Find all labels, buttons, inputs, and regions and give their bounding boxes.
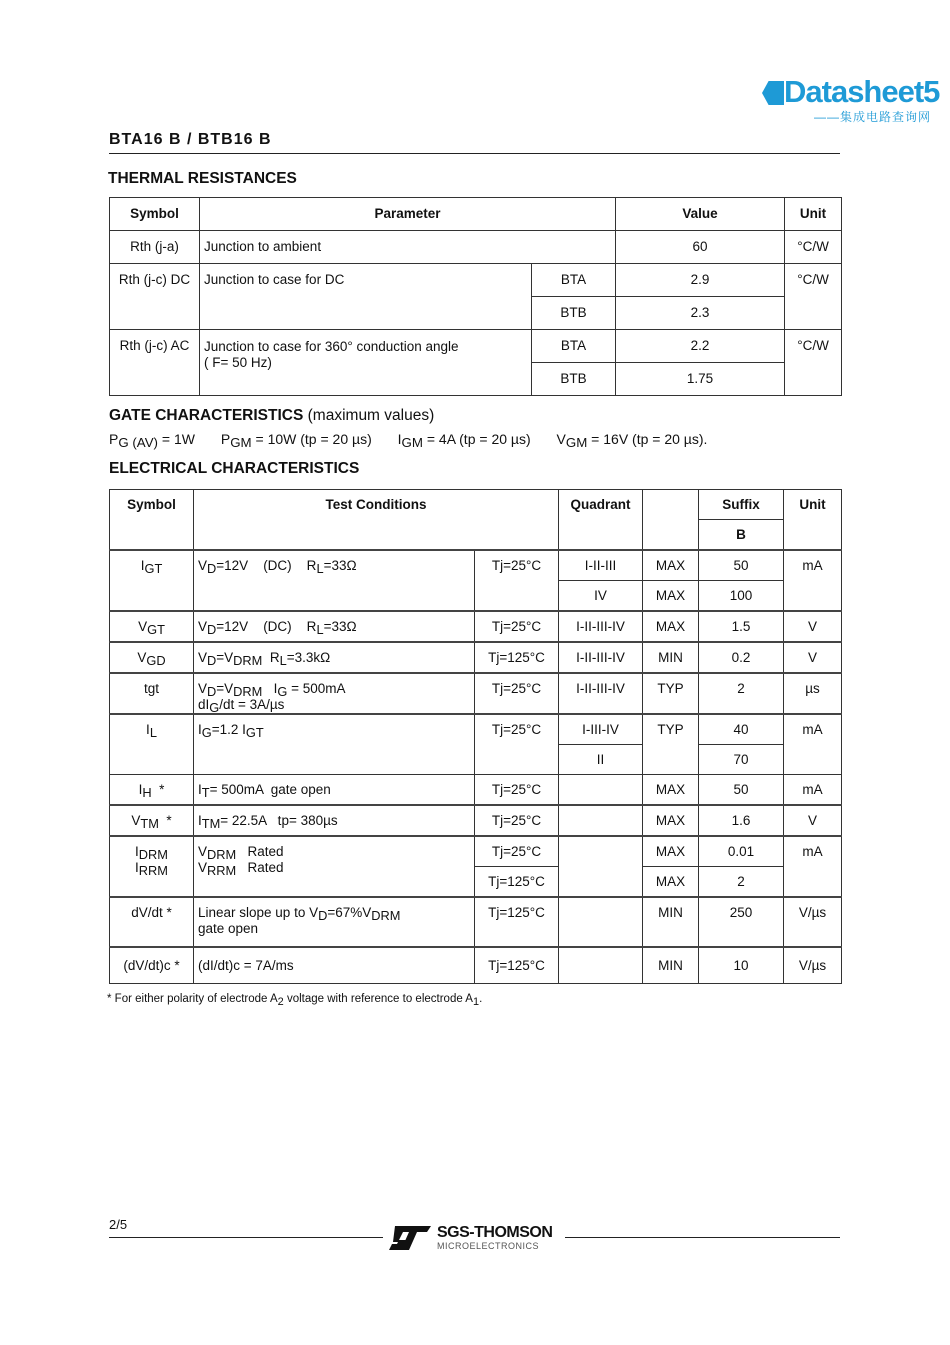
subscript: DRM [371, 908, 401, 923]
cell-unit: °C/W [785, 330, 842, 396]
electrical-table [109, 489, 842, 984]
table-row-vgd [110, 642, 842, 673]
subscript: D [207, 561, 217, 576]
cell-limit: MAX [643, 550, 699, 581]
cell-limit: MAX [643, 836, 699, 867]
text-segment: Rated [236, 844, 284, 859]
text-segment: =33Ω [323, 619, 357, 634]
text-segment: =1.2 I [211, 722, 246, 737]
th-suffix: Suffix [699, 490, 784, 520]
cell-value: 0.01 [699, 836, 784, 867]
cell-value: 250 [699, 897, 784, 947]
text-segment: tgt [143, 681, 159, 696]
text-segment: P [220, 431, 231, 447]
cell-condition [194, 836, 475, 897]
cell-tj: Tj=125°C [475, 867, 559, 898]
document-title: BTA16 B / BTB16 B [109, 131, 272, 148]
cell-condition [194, 550, 475, 611]
cell-unit: V/µs [784, 897, 842, 947]
logo-icon [762, 81, 784, 105]
cell-limit: MAX [643, 805, 699, 836]
subscript: D [207, 653, 217, 668]
cell-limit: MAX [643, 867, 699, 898]
cell-limit: MAX [643, 611, 699, 642]
th-value: Value [616, 198, 785, 231]
cell-limit: MAX [643, 775, 699, 806]
text-segment: = 16V (tp = 20 µs). [587, 431, 708, 447]
cell-quadrant [559, 897, 643, 947]
cell-quadrant: I-II-III-IV [559, 673, 643, 714]
cell-value: 2 [699, 867, 784, 898]
cell-type: BTB [532, 297, 616, 330]
subscript: GD [146, 653, 166, 668]
symbol-line [114, 844, 189, 860]
cell-value: 2.2 [616, 330, 785, 363]
table-row [110, 231, 842, 264]
text-segment: V [198, 860, 208, 875]
cell-symbol [110, 805, 194, 836]
text-segment: V [198, 844, 208, 859]
subscript: GT [144, 561, 163, 576]
cell-type: BTA [532, 330, 616, 363]
subscript: L [279, 653, 287, 668]
cell-tj: Tj=25°C [475, 805, 559, 836]
th-parameter: Parameter [200, 198, 616, 231]
cell-unit: V [784, 611, 842, 642]
cell-parameter: Junction to case for DC [200, 264, 532, 330]
cell-unit: °C/W [785, 264, 842, 330]
gate-igm [397, 431, 531, 450]
cell-value: 100 [699, 581, 784, 612]
text-segment: I [135, 844, 139, 859]
cell-symbol: (dV/dt)c * [110, 947, 194, 984]
gate-pgm [220, 431, 372, 450]
page-number: 2/5 [109, 1217, 128, 1232]
text-segment: * [151, 782, 165, 797]
cell-value: 0.2 [699, 642, 784, 673]
text-segment: =33Ω [323, 558, 357, 573]
cell-value: 2.3 [616, 297, 785, 330]
cell-value: 1.6 [699, 805, 784, 836]
footer-rule-left [109, 1237, 383, 1238]
condition-line [198, 860, 470, 876]
cell-limit: MIN [643, 642, 699, 673]
cell-parameter [200, 330, 532, 396]
text-segment: I [146, 722, 150, 737]
text-segment: * For either polarity of electrode A [107, 993, 278, 1005]
cell-quadrant: I-III-IV [559, 714, 643, 745]
cell-value: 60 [616, 231, 785, 264]
text-segment: I [397, 431, 402, 447]
text-segment: V [556, 431, 566, 447]
text-segment: I [198, 813, 202, 828]
gate-values [109, 431, 729, 450]
text-segment: * [158, 813, 172, 828]
text-segment: =12V (DC) R [216, 619, 317, 634]
th-conditions: Test Conditions [194, 490, 559, 551]
gate-vgm [556, 431, 708, 450]
subscript: 1 [472, 996, 480, 1008]
cell-value: 1.75 [616, 363, 785, 396]
subscript: D [318, 908, 328, 923]
cell-unit: mA [784, 714, 842, 775]
text-segment: R [262, 650, 280, 665]
cell-value: 2.9 [616, 264, 785, 297]
brand-subtitle: MICROELECTRONICS [437, 1241, 540, 1251]
cell-condition [194, 642, 475, 673]
cell-symbol [110, 673, 194, 714]
subscript: DRM [207, 847, 237, 862]
text-segment: voltage with reference to electrode A [283, 993, 473, 1005]
st-logo-icon [389, 1226, 431, 1250]
cell-limit: MAX [643, 581, 699, 612]
cell-quadrant: I-II-III [559, 550, 643, 581]
cell-condition [194, 611, 475, 642]
cell-unit: µs [784, 673, 842, 714]
th-symbol: Symbol [110, 198, 200, 231]
text-segment: I [198, 782, 202, 797]
text-segment: =67%V [327, 905, 372, 920]
cell-tj: Tj=25°C [475, 775, 559, 806]
text-segment: V [198, 619, 208, 634]
text-segment: Rated [236, 860, 284, 875]
subscript: 2 [277, 996, 284, 1008]
text-segment: = 4A (tp = 20 µs) [422, 431, 531, 447]
cell-condition [194, 805, 475, 836]
cell-tj: Tj=25°C [475, 673, 559, 714]
cell-tj: Tj=125°C [475, 642, 559, 673]
electrical-title: ELECTRICAL CHARACTERISTICS [109, 460, 360, 477]
cell-quadrant [559, 805, 643, 836]
text-segment: V [198, 681, 208, 696]
header-divider [109, 153, 840, 154]
th-limit [643, 490, 699, 551]
text-segment: = 1W [158, 431, 195, 447]
cell-unit: V/µs [784, 947, 842, 984]
text-segment: I [138, 782, 143, 797]
cell-quadrant [559, 775, 643, 806]
text-segment: V [137, 650, 147, 665]
cell-tj: Tj=25°C [475, 550, 559, 611]
subscript: RRM [138, 863, 168, 878]
subscript: DRM [233, 684, 263, 699]
subscript: L [316, 561, 324, 576]
text-segment: =12V (DC) R [216, 558, 317, 573]
cell-value: 50 [699, 550, 784, 581]
subscript: GT [147, 622, 165, 637]
logo-text: Datasheet5 [784, 74, 940, 109]
footer-rule-right [565, 1237, 840, 1238]
cell-unit: °C/W [785, 231, 842, 264]
cell-type: BTB [532, 363, 616, 396]
cell-value: 1.5 [699, 611, 784, 642]
subscript: G [209, 700, 220, 715]
subscript: RRM [207, 863, 237, 878]
gate-title: GATE CHARACTERISTICS [109, 407, 304, 424]
cell-parameter: Junction to ambient [200, 231, 616, 264]
table-row [110, 330, 842, 363]
parameter-line: ( F= 50 Hz) [204, 355, 272, 370]
cell-symbol [110, 611, 194, 642]
cell-tj: Tj=125°C [475, 897, 559, 947]
table-row-igt [110, 550, 842, 581]
cell-quadrant: II [559, 745, 643, 775]
text-segment: = 10W (tp = 20 µs) [251, 431, 372, 447]
cell-symbol: Rth (j-c) AC [110, 330, 200, 396]
text-segment: I [140, 558, 145, 573]
cell-symbol [110, 714, 194, 775]
gate-pg-av [109, 431, 195, 450]
cell-value: 2 [699, 673, 784, 714]
text-segment: = 500mA [287, 681, 346, 696]
table-row-vgt [110, 611, 842, 642]
cell-unit: V [784, 805, 842, 836]
table-row-tgt [110, 673, 842, 714]
cell-quadrant: I-II-III-IV [559, 611, 643, 642]
text-segment: I [135, 860, 139, 875]
subscript: H [142, 785, 152, 800]
cell-unit: mA [784, 550, 842, 611]
parameter-line: Junction to case for 360° conduction angle [204, 339, 459, 354]
symbol-line [114, 860, 189, 876]
subscript: D [207, 622, 217, 637]
cell-quadrant: I-II-III-IV [559, 642, 643, 673]
th-unit: Unit [784, 490, 842, 551]
cell-tj: Tj=25°C [475, 836, 559, 867]
table-header-row [110, 198, 842, 231]
datasheet5-logo [762, 74, 950, 124]
text-segment: V [198, 558, 208, 573]
cell-symbol: Rth (j-a) [110, 231, 200, 264]
cell-symbol [110, 550, 194, 611]
text-segment: V [131, 813, 141, 828]
cell-symbol: Rth (j-c) DC [110, 264, 200, 330]
text-segment: V [198, 650, 208, 665]
subscript: DRM [138, 847, 168, 862]
cell-tj: Tj=25°C [475, 611, 559, 642]
cell-limit: TYP [643, 673, 699, 714]
condition-line: gate open [198, 921, 259, 936]
text-segment: V [138, 619, 148, 634]
text-segment: I [262, 681, 278, 696]
subscript: T [201, 785, 210, 800]
cell-condition: (dI/dt)c = 7A/ms [194, 947, 475, 984]
cell-quadrant: IV [559, 581, 643, 612]
cell-tj: Tj=25°C [475, 714, 559, 775]
th-suffix-b: B [699, 520, 784, 551]
cell-tj: Tj=125°C [475, 947, 559, 984]
table-row-il [110, 714, 842, 745]
cell-value: 50 [699, 775, 784, 806]
text-segment: Linear slope up to V [198, 905, 319, 920]
text-segment: . [479, 993, 483, 1005]
subscript: DRM [233, 653, 263, 668]
subscript: TM [201, 816, 221, 831]
text-segment: = 22.5A tp= 380µs [220, 813, 338, 828]
subscript: GM [230, 435, 252, 450]
footnote [107, 993, 483, 1008]
cell-limit: MIN [643, 897, 699, 947]
th-symbol: Symbol [110, 490, 194, 551]
subscript: G (AV) [118, 435, 158, 450]
text-segment: = 500mA gate open [209, 782, 331, 797]
cell-quadrant [559, 947, 643, 984]
text-segment: I [198, 722, 202, 737]
text-segment: P [109, 431, 119, 447]
condition-line [198, 681, 470, 697]
subscript: D [207, 684, 217, 699]
subscript: L [149, 725, 157, 740]
cell-unit: V [784, 642, 842, 673]
table-row-idrm [110, 836, 842, 867]
condition-line [198, 844, 470, 860]
table-row-dvdtc [110, 947, 842, 984]
cell-type: BTA [532, 264, 616, 297]
brand-name: SGS-THOMSON [437, 1224, 553, 1241]
cell-unit: mA [784, 775, 842, 806]
text-segment: =V [216, 681, 234, 696]
subscript: L [316, 622, 324, 637]
cell-condition [194, 775, 475, 806]
cell-unit: mA [784, 836, 842, 897]
table-row-dvdt [110, 897, 842, 947]
table-row [110, 264, 842, 297]
table-row-ih [110, 775, 842, 806]
cell-symbol [110, 775, 194, 806]
subscript: TM [140, 816, 159, 831]
cell-symbol [110, 836, 194, 897]
text-segment: /dt = 3A/µs [219, 697, 285, 712]
cell-value: 40 [699, 714, 784, 745]
cell-condition [194, 714, 475, 775]
th-unit: Unit [785, 198, 842, 231]
cell-limit: MIN [643, 947, 699, 984]
subscript: G [201, 725, 212, 740]
cell-symbol: dV/dt * [110, 897, 194, 947]
thermal-title: THERMAL RESISTANCES [108, 170, 297, 187]
text-segment: =3.3kΩ [286, 650, 331, 665]
gate-subtitle: (maximum values) [307, 407, 435, 424]
thermal-table [109, 197, 842, 396]
cell-quadrant [559, 836, 643, 897]
subscript: G [277, 684, 288, 699]
cell-condition [194, 897, 475, 947]
subscript: GM [565, 435, 588, 450]
gate-heading [109, 407, 434, 425]
table-header-row [110, 490, 842, 520]
cell-limit: TYP [643, 714, 699, 775]
th-quadrant: Quadrant [559, 490, 643, 551]
text-segment: dI [198, 697, 210, 712]
text-segment: =V [216, 650, 234, 665]
table-row-vtm [110, 805, 842, 836]
subscript: GM [401, 435, 423, 450]
logo-tagline: ——集成电路查询网 [814, 110, 932, 124]
cell-condition [194, 673, 475, 714]
cell-value: 70 [699, 745, 784, 775]
subscript: GT [245, 725, 264, 740]
condition-line [198, 905, 470, 921]
cell-value: 10 [699, 947, 784, 984]
cell-symbol [110, 642, 194, 673]
